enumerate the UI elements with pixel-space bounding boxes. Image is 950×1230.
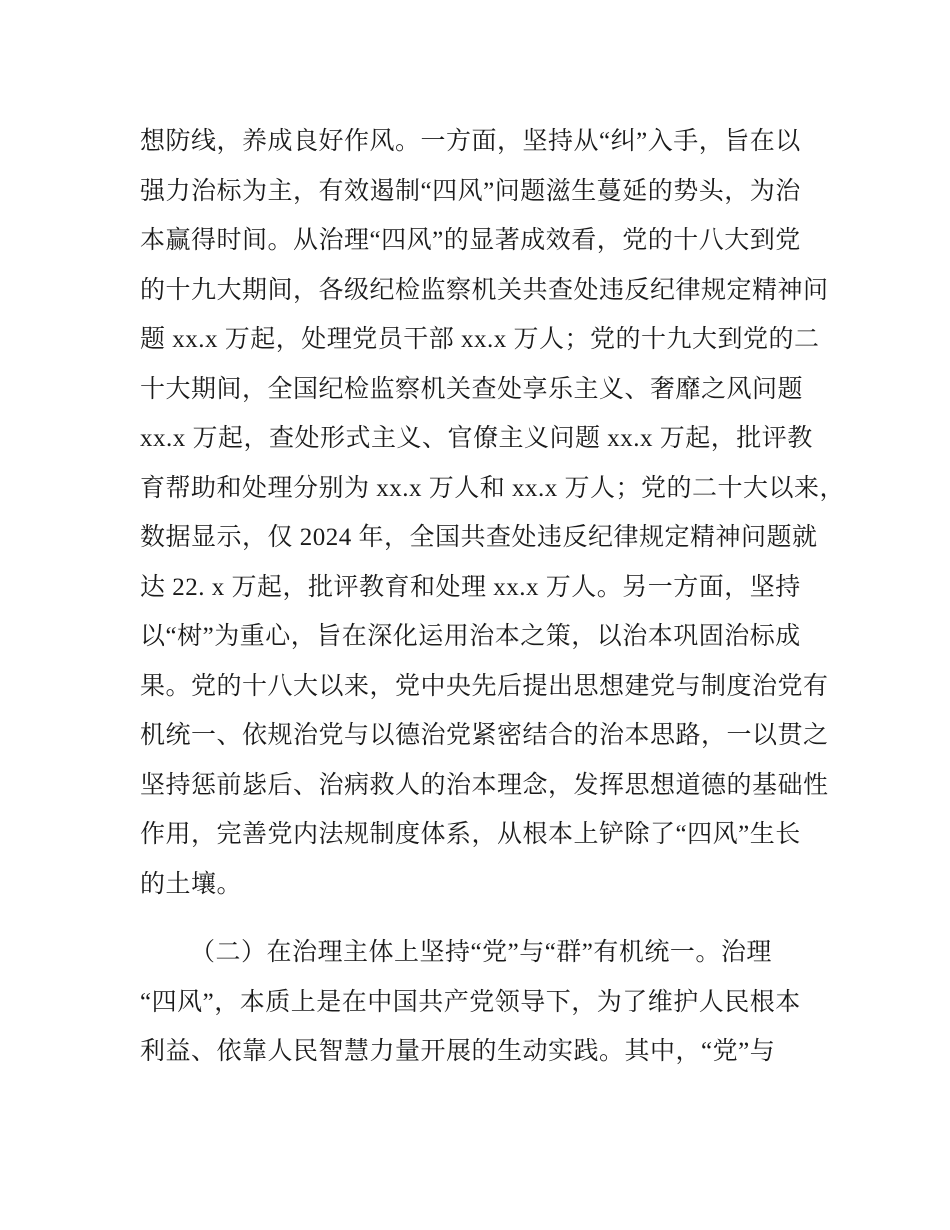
text-line: 作用，完善党内法规制度体系，从根本上铲除了“四风”生长 [140, 821, 801, 848]
text-line: 的土壤。 [140, 870, 243, 898]
text-line: 的十九大期间，各级纪检监察机关共查处违反纪律规定精神问 [140, 276, 829, 304]
text-line: 达 22. x 万起，批评教育和处理 xx.x 万人。另一方面，坚持 [140, 573, 801, 601]
paragraph [140, 928, 840, 1077]
paragraph [140, 117, 846, 909]
text-line: 以“树”为重心，旨在深化运用治本之策，以治本巩固治标成 [140, 623, 801, 650]
document-text-block [140, 117, 846, 1077]
text-line: 想防线，养成良好作风。一方面，坚持从“纠”入手，旨在以 [140, 128, 801, 155]
text-line: 题 xx.x 万起，处理党员干部 xx.x 万人；党的十九大到党的二 [140, 326, 820, 353]
text-line: 坚持惩前毖后、治病救人的治本理念，发挥思想道德的基础性 [140, 771, 829, 799]
text-line: xx.x 万起，查处形式主义、官僚主义问题 xx.x 万起，批评教 [140, 425, 813, 452]
text-line: （二）在治理主体上坚持“党”与“群”有机统一。治理 [190, 939, 772, 966]
text-line: 本赢得时间。从治理“四风”的显著成效看，党的十八大到党 [140, 227, 801, 254]
text-line: 利益、依靠人民智慧力量开展的生动实践。其中，“党”与 [140, 1038, 776, 1065]
text-line: 强力治标为主，有效遏制“四风”问题滋生蔓延的势头，为治 [140, 177, 801, 205]
text-line: “四风”，本质上是在中国共产党领导下，为了维护人民根本 [140, 988, 801, 1016]
text-line: 果。党的十八大以来，党中央先后提出思想建党与制度治党有 [140, 672, 829, 700]
text-line: 育帮助和处理分别为 xx.x 万人和 xx.x 万人；党的二十大以来， [140, 474, 846, 502]
text-line: 数据显示，仅 2024 年，全国共查处违反纪律规定精神问题就 [140, 524, 818, 551]
text-line: 十大期间，全国纪检监察机关查处享乐主义、奢靡之风问题 [140, 375, 804, 403]
text-line: 机统一、依规治党与以德治党紧密结合的治本思路，一以贯之 [140, 722, 829, 749]
